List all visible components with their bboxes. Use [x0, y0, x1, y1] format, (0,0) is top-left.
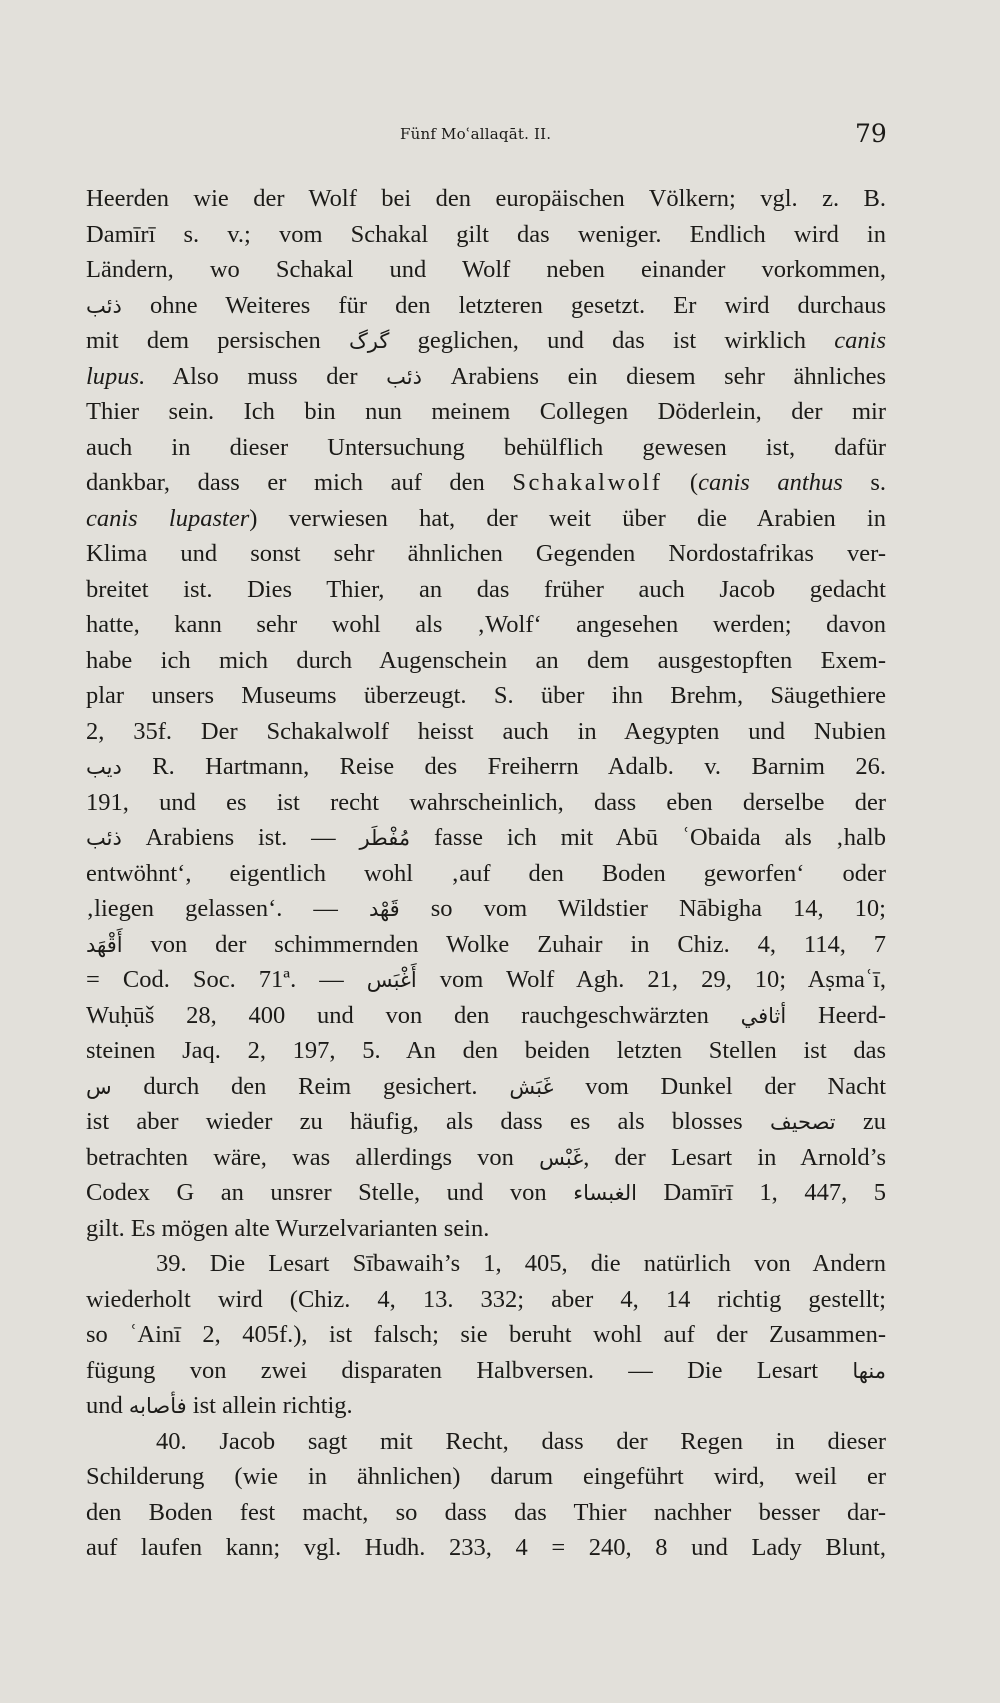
text-segment: Schilderung (wie in ähnlichen) darum eingeführt wird, weil er	[86, 1463, 886, 1490]
text-line	[86, 998, 886, 1034]
text-line	[86, 785, 886, 821]
text-line	[86, 217, 886, 253]
text-line	[86, 1495, 886, 1531]
text-line	[86, 1424, 886, 1460]
text-segment: mit dem persischen	[86, 327, 349, 354]
text-line	[86, 820, 886, 856]
text-segment: und	[86, 1392, 129, 1419]
text-segment: 39. Die Lesart Sībawaih’s 1, 405, die natürlich von Andern	[156, 1250, 886, 1277]
text-line	[86, 643, 886, 679]
arabic-word: مُفْطَر	[359, 826, 411, 850]
arabic-word: ذئب	[86, 826, 122, 850]
text-segment: s.	[842, 469, 886, 496]
text-line	[86, 678, 886, 714]
text-segment: auf laufen kann; vgl. Hudh. 233, 4 = 240, 8 und Lady Blunt,	[86, 1534, 886, 1561]
text-segment: dankbar, dass er mich auf den	[86, 469, 513, 496]
spaced-text: Schakalwolf	[512, 469, 663, 496]
arabic-word: تصحيف	[769, 1110, 836, 1134]
text-segment: 2, 35f. Der Schakalwolf heisst auch in Aegypten und Nubien	[86, 717, 886, 745]
text-segment: betrachten wäre, was allerdings von	[86, 1143, 540, 1171]
arabic-word: الغبساء	[573, 1181, 637, 1205]
text-line	[86, 607, 886, 643]
text-segment: R. Hartmann, Reise des Freiherrn Adalb. v. Barnim 26.	[121, 753, 886, 780]
text-line	[86, 962, 886, 998]
arabic-word: گرگ	[348, 329, 390, 353]
arabic-word: أَغْبَس	[366, 968, 417, 992]
text-line	[86, 1140, 886, 1176]
text-segment: 40. Jacob sagt mit Recht, dass der Regen in dieser	[156, 1427, 886, 1455]
text-segment: Arabiens ein diesem sehr ähnliches	[421, 362, 887, 390]
text-segment: ) verwiesen hat, der weit über die Arabien in	[249, 504, 886, 532]
text-line	[86, 1069, 886, 1105]
text-segment: Heerden wie der Wolf bei den europäischen Völkern; vgl. z. B.	[86, 185, 886, 212]
text-segment: den Boden fest macht, so dass das Thier nachher besser dar-	[86, 1498, 886, 1526]
arabic-word: قَهْد	[368, 897, 400, 921]
text-line	[86, 1530, 886, 1566]
text-line	[86, 1104, 886, 1140]
page-number: 79	[855, 119, 887, 148]
text-segment: entwöhnt‘, eigentlich wohl ‚auf den Boden geworfen‘ oder	[86, 859, 886, 887]
text-line	[86, 1211, 886, 1247]
italic-text: canis anthus	[698, 469, 843, 496]
text-line	[86, 501, 886, 537]
text-segment: Klima und sonst sehr ähnlichen Gegenden Nordostafrikas ver-	[86, 540, 886, 567]
text-line	[86, 714, 886, 750]
text-line	[86, 1317, 886, 1353]
text-segment: Damīrī s. v.; vom Schakal gilt das weniger. Endlich wird in	[86, 220, 886, 248]
arabic-word: س	[86, 1074, 112, 1099]
text-segment: ‚liegen gelassen‘. —	[86, 895, 369, 922]
text-line	[86, 465, 886, 501]
text-segment: (	[662, 469, 699, 496]
arabic-word: فأصابه	[128, 1394, 187, 1418]
text-segment: plar unsers Museums überzeugt. S. über ihn Brehm, Säugethiere	[86, 682, 886, 709]
text-segment: auch in dieser Untersuchung behülflich gewesen ist, dafür	[86, 433, 886, 461]
text-segment: , der Lesart in Arnold’s	[583, 1143, 886, 1171]
text-segment: Heerd-	[786, 1001, 886, 1029]
text-segment: Arabiens ist. —	[121, 824, 360, 851]
running-head: Fünf Moʿallaqāt. II.	[400, 125, 552, 143]
arabic-word: ديب	[86, 755, 122, 779]
text-segment: Ländern, wo Schakal und Wolf neben einander vorkommen,	[86, 256, 886, 283]
text-line	[86, 1175, 886, 1211]
text-segment: vom Dunkel der Nacht	[553, 1072, 886, 1100]
text-segment: so ʿAinī 2, 405f.), ist falsch; sie beruht wohl auf der Zusammen-	[86, 1321, 886, 1348]
text-segment: steinen Jaq. 2, 197, 5. An den beiden letzten Stellen ist das	[86, 1037, 886, 1064]
text-line	[86, 430, 886, 466]
text-line	[86, 856, 886, 892]
text-segment: gilt. Es mögen alte Wurzelvarianten sein.	[86, 1214, 490, 1242]
text-line	[86, 1246, 886, 1282]
arabic-word: غَبَش	[509, 1074, 554, 1099]
text-segment: von der schimmernden Wolke Zuhair in Chiz. 4, 114, 7	[122, 930, 886, 958]
text-segment: habe ich mich durch Augenschein an dem ausgestopften Exem-	[86, 646, 886, 674]
text-segment: 191, und es ist recht wahrscheinlich, dass eben derselbe der	[86, 788, 886, 816]
italic-text: canis	[834, 327, 886, 354]
text-line	[86, 323, 886, 359]
text-segment: Thier sein. Ich bin nun meinem Collegen Döderlein, der mir	[86, 398, 886, 425]
body-text	[86, 181, 886, 1566]
text-segment: Wuḥūš 28, 400 und von den rauchgeschwärzten	[86, 1001, 741, 1029]
text-line	[86, 252, 886, 288]
text-line	[86, 749, 886, 785]
arabic-word: ذئب	[86, 293, 122, 318]
text-segment: = Cod. Soc. 71ª. —	[86, 966, 367, 993]
text-segment: geglichen, und das ist wirklich	[389, 327, 835, 354]
text-line	[86, 359, 886, 395]
arabic-word: أَقْهَد	[86, 932, 123, 957]
text-segment: ist allein richtig.	[186, 1392, 353, 1419]
text-segment: ist aber wieder zu häufig, als dass es als blosses	[86, 1108, 770, 1135]
text-line	[86, 181, 886, 217]
text-segment: breitet ist. Dies Thier, an das früher auch Jacob gedacht	[86, 575, 886, 603]
text-segment: zu	[835, 1108, 886, 1135]
text-segment: Damīrī 1, 447, 5	[636, 1179, 886, 1206]
text-segment: Also muss der	[145, 362, 387, 390]
text-line	[86, 891, 886, 927]
text-line	[86, 1388, 886, 1424]
arabic-word: أثافي	[740, 1003, 787, 1028]
text-segment: fügung von zwei disparaten Halbversen. — Die Lesart	[86, 1356, 853, 1384]
arabic-word: منها	[852, 1358, 886, 1383]
text-line	[86, 1033, 886, 1069]
text-segment: so vom Wildstier Nābigha 14, 10;	[399, 895, 886, 922]
text-segment: hatte, kann sehr wohl als ‚Wolf‘ angesehen werden; davon	[86, 611, 886, 638]
text-line	[86, 572, 886, 608]
arabic-word: ذئب	[386, 364, 422, 389]
italic-text: canis lupaster	[86, 504, 250, 532]
text-segment: ohne Weiteres für den letzteren gesetzt. Er wird durchaus	[121, 291, 886, 319]
text-line	[86, 927, 886, 963]
text-line	[86, 1459, 886, 1495]
italic-text: lupus.	[86, 362, 146, 390]
text-line	[86, 536, 886, 572]
text-segment: wiederholt wird (Chiz. 4, 13. 332; aber 4, 14 richtig gestellt;	[86, 1285, 886, 1313]
text-segment: Codex G an unsrer Stelle, und von	[86, 1179, 574, 1206]
text-segment: vom Wolf Agh. 21, 29, 10; Aṣmaʿī,	[416, 966, 886, 993]
text-line	[86, 394, 886, 430]
text-line	[86, 288, 886, 324]
arabic-word: غَبْس	[539, 1145, 584, 1170]
text-line	[86, 1282, 886, 1318]
text-line	[86, 1353, 886, 1389]
text-segment: fasse ich mit Abū ʿObaida als ‚halb	[410, 824, 886, 851]
text-segment: durch den Reim gesichert.	[111, 1072, 510, 1100]
